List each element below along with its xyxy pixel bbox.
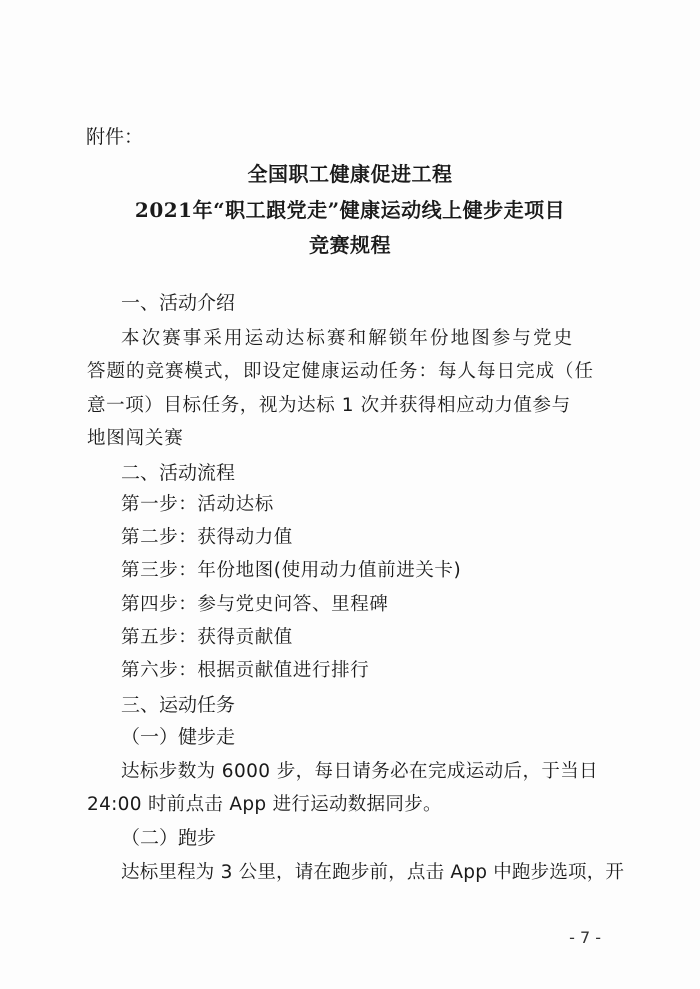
section1-heading: 一、活动介绍 — [121, 292, 236, 314]
section1-line-3: 意一项）目标任务，视为达标 1 次并获得相应动力值参与 — [87, 395, 571, 416]
step-4: 第四步：参与党史问答、里程碑 — [121, 594, 389, 615]
section1-line-4: 地图闯关赛 — [87, 428, 184, 449]
title-line-3: 竞赛规程 — [309, 233, 391, 257]
attachment-label: 附件： — [86, 126, 144, 148]
title-line-1: 全国职工健康促进工程 — [247, 162, 453, 186]
section3-heading: 三、运动任务 — [121, 694, 236, 716]
step-2: 第二步：获得动力值 — [121, 527, 293, 548]
section3-sub1-line-1: 达标步数为 6000 步，每日请务必在完成运动后，于当日 — [121, 761, 599, 782]
section3-sub2-heading: （二）跑步 — [121, 827, 217, 849]
section2-heading: 二、活动流程 — [121, 462, 236, 484]
section3-sub2-line-1: 达标里程为 3 公里，请在跑步前，点击 App 中跑步选项，开 — [121, 862, 625, 883]
section1-line-2: 答题的竞赛模式，即设定健康运动任务：每人每日完成（任 — [87, 361, 595, 382]
step-5: 第五步：获得贡献值 — [121, 627, 293, 648]
step-6: 第六步：根据贡献值进行排行 — [121, 660, 370, 681]
section1-line-1: 本次赛事采用运动达标赛和解锁年份地图参与党史 — [121, 328, 575, 349]
page-number: - 7 - — [569, 928, 601, 947]
step-3: 第三步：年份地图(使用动力值前进关卡) — [121, 560, 462, 581]
title-line-2: 2021年“职工跟党走”健康运动线上健步走项目 — [134, 198, 566, 222]
section3-sub1-heading: （一）健步走 — [121, 726, 236, 748]
step-1: 第一步：活动达标 — [121, 494, 274, 515]
section3-sub1-line-2: 24:00 时前点击 App 进行运动数据同步。 — [87, 794, 442, 815]
